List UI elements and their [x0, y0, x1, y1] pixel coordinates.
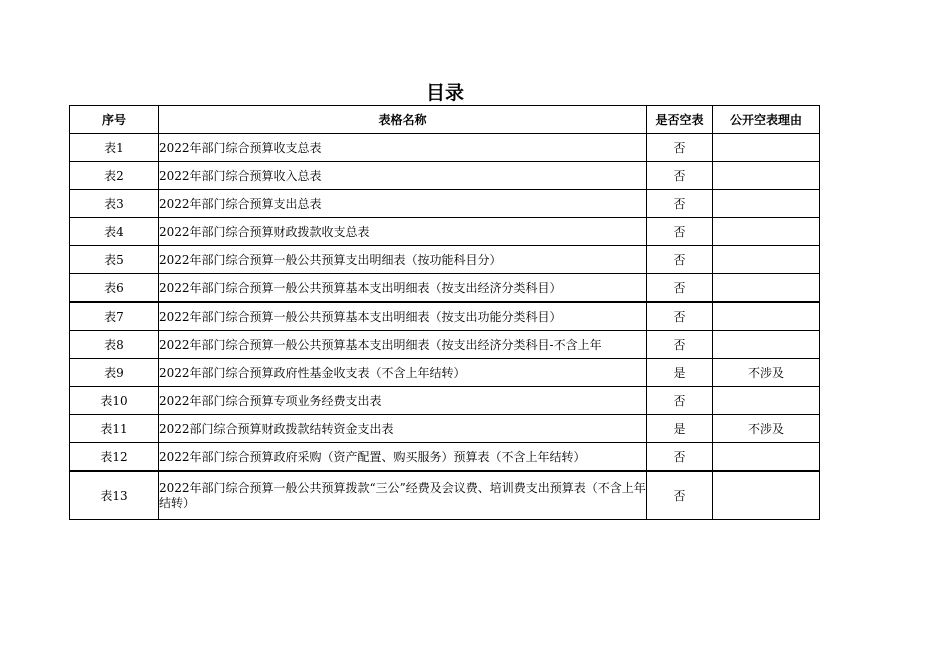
row-empty: 否 — [647, 134, 713, 162]
row-no: 表6 — [70, 274, 159, 303]
row-empty: 否 — [647, 162, 713, 190]
header-empty: 是否空表 — [647, 106, 713, 134]
table-row — [70, 218, 820, 246]
table-row — [70, 246, 820, 274]
row-reason — [713, 302, 820, 331]
row-no: 表5 — [70, 246, 159, 274]
row-no: 表7 — [70, 302, 159, 331]
row-name: 2022年部门综合预算收入总表 — [159, 162, 647, 190]
row-name: 2022年部门综合预算支出总表 — [159, 190, 647, 218]
row-reason — [713, 274, 820, 303]
row-no: 表12 — [70, 443, 159, 472]
header-name: 表格名称 — [159, 106, 647, 134]
row-reason: 不涉及 — [713, 415, 820, 443]
row-name: 2022年部门综合预算政府性基金收支表（不含上年结转） — [159, 359, 647, 387]
row-name: 2022年部门综合预算一般公共预算基本支出明细表（按支出经济分类科目-不含上年 — [159, 331, 647, 359]
row-no: 表13 — [70, 471, 159, 520]
row-reason — [713, 246, 820, 274]
row-empty: 是 — [647, 359, 713, 387]
row-no: 表8 — [70, 331, 159, 359]
table-row — [70, 471, 820, 520]
row-reason — [713, 162, 820, 190]
row-empty: 否 — [647, 443, 713, 472]
table-row — [70, 387, 820, 415]
header-row — [70, 106, 820, 134]
row-name: 2022年部门综合预算政府采购（资产配置、购买服务）预算表（不含上年结转） — [159, 443, 647, 472]
row-empty: 否 — [647, 190, 713, 218]
row-name: 2022年部门综合预算专项业务经费支出表 — [159, 387, 647, 415]
row-name: 2022年部门综合预算一般公共预算支出明细表（按功能科目分） — [159, 246, 647, 274]
row-reason — [713, 134, 820, 162]
row-reason — [713, 190, 820, 218]
header-no: 序号 — [70, 106, 159, 134]
page-title: 目录 — [425, 82, 464, 104]
row-no: 表3 — [70, 190, 159, 218]
table-row — [70, 134, 820, 162]
row-empty: 否 — [647, 471, 713, 520]
table-row — [70, 162, 820, 190]
row-name: 2022年部门综合预算一般公共预算基本支出明细表（按支出经济分类科目） — [159, 274, 647, 303]
header-reason: 公开空表理由 — [713, 106, 820, 134]
catalog-table — [69, 105, 820, 520]
row-no: 表1 — [70, 134, 159, 162]
row-name: 2022年部门综合预算财政拨款收支总表 — [159, 218, 647, 246]
row-reason — [713, 471, 820, 520]
row-no: 表10 — [70, 387, 159, 415]
row-reason — [713, 331, 820, 359]
table-row — [70, 274, 820, 303]
row-no: 表11 — [70, 415, 159, 443]
row-reason — [713, 443, 820, 472]
row-empty: 否 — [647, 331, 713, 359]
row-empty: 否 — [647, 302, 713, 331]
table-row — [70, 190, 820, 218]
row-reason: 不涉及 — [713, 359, 820, 387]
row-empty: 是 — [647, 415, 713, 443]
table-row — [70, 331, 820, 359]
row-no: 表2 — [70, 162, 159, 190]
row-reason — [713, 218, 820, 246]
table-row — [70, 359, 820, 387]
row-no: 表9 — [70, 359, 159, 387]
row-no: 表4 — [70, 218, 159, 246]
table-row — [70, 443, 820, 472]
row-empty: 否 — [647, 274, 713, 303]
row-reason — [713, 387, 820, 415]
table-row — [70, 302, 820, 331]
row-empty: 否 — [647, 387, 713, 415]
row-name: 2022年部门综合预算一般公共预算基本支出明细表（按支出功能分类科目） — [159, 302, 647, 331]
table-row — [70, 415, 820, 443]
row-name: 2022年部门综合预算一般公共预算拨款“三公”经费及会议费、培训费支出预算表（不含上年结转） — [159, 471, 647, 520]
row-name: 2022年部门综合预算收支总表 — [159, 134, 647, 162]
row-empty: 否 — [647, 218, 713, 246]
row-empty: 否 — [647, 246, 713, 274]
row-name: 2022部门综合预算财政拨款结转资金支出表 — [159, 415, 647, 443]
